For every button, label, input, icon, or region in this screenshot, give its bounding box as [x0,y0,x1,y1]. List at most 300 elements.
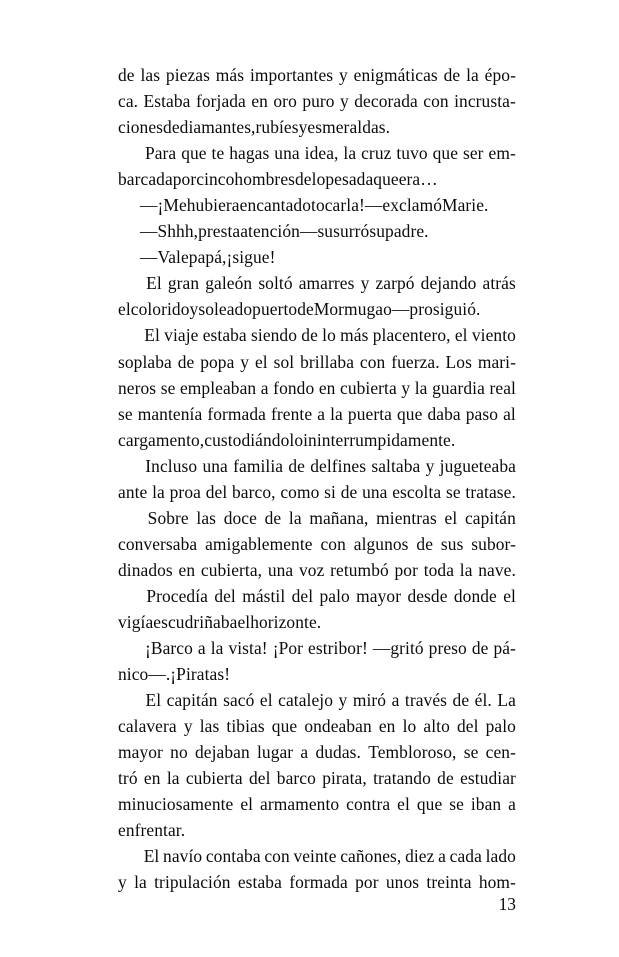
paragraph-indent [118,843,140,869]
text-line [118,296,516,322]
word: tripulación [154,872,231,893]
word: incrusta- [454,91,516,112]
text-line [118,453,516,479]
text-line [118,479,516,505]
word: mantenía [137,403,203,424]
word: El [145,690,162,711]
word: el [397,794,410,815]
word: cada [449,846,482,867]
word: retumbó [330,559,389,580]
text-line [118,739,516,765]
word: la [414,377,428,398]
word: —gritó [372,638,424,659]
word: treinta [426,872,472,893]
paragraph-indent [118,322,140,348]
text-line [118,192,516,218]
word: capitán [464,507,516,528]
word: y [298,117,308,138]
word: el [118,299,131,320]
word: de [452,690,470,711]
word: con [320,533,346,554]
word: en [178,559,196,580]
word: real [489,377,516,398]
word: guardia [432,377,485,398]
word: una [274,143,300,164]
word: tratase. [465,481,516,502]
word: escolta [392,481,442,502]
word: hombres [234,169,296,190]
word: y [240,351,250,372]
word: a [438,846,446,867]
word: atrás [482,273,516,294]
word: de [295,169,312,190]
word: Incluso [145,455,198,476]
word: conversaba [118,533,198,554]
word: por [355,872,379,893]
word: de [288,455,305,476]
word: a [508,794,516,815]
word: una [267,559,294,580]
word: a [197,638,206,659]
word: Sobre [147,507,189,528]
paragraph-indent [118,244,140,270]
word: vigía [118,611,154,632]
word: desde [407,585,448,606]
word: cañones, [340,846,402,867]
word: y [360,273,370,294]
word: tró [118,768,138,789]
word: Tembloroso, [368,742,457,763]
word: y [340,91,349,112]
word: nico—. [118,664,171,685]
text-line [118,843,516,869]
word: Para [144,143,177,164]
word: diamantes, [179,117,256,138]
word: a [317,403,326,424]
text-line [118,244,516,270]
word: en [143,768,161,789]
text-line [118,635,516,661]
word: hagas [229,143,270,164]
word: viento [471,325,516,346]
word: él. [474,690,492,711]
text-line [118,88,516,114]
word: Procedía [146,585,208,606]
word: de [297,299,314,320]
word: del [205,481,228,502]
word: sol [273,351,295,372]
word: de [437,768,454,789]
word: de [416,533,434,554]
word: y [189,299,199,320]
word: a [260,377,269,398]
word: que [373,169,399,190]
word: papá, [188,247,227,268]
word: pesada [325,169,374,190]
text-line [118,270,516,296]
word: doce [223,507,257,528]
word: soleado [198,299,253,320]
word: dejaban [194,742,250,763]
word: esmeraldas. [307,117,391,138]
paragraph-indent [118,192,140,218]
text-line [118,791,516,817]
word: ante [118,481,148,502]
word: ¡Piratas! [170,664,231,685]
word: través [404,690,448,711]
word: como [280,481,320,502]
word: el [444,507,458,528]
word: miró [352,690,387,711]
word: al [503,403,516,424]
word: lo [402,716,417,737]
text-line [118,427,516,453]
text-line [118,401,516,427]
word: nave. [478,559,516,580]
word: delfines [310,455,367,476]
word: palo [485,716,516,737]
word: de [471,638,489,659]
word: idea, [304,143,339,164]
paragraph-indent [118,583,140,609]
word: en [378,716,396,737]
word: em- [488,143,516,164]
word: iban [470,794,502,815]
word: —exclamó [364,195,443,216]
word: la [134,872,147,893]
word: que [181,143,207,164]
word: que [432,143,459,164]
word: subor- [471,533,516,554]
word: el [237,611,251,632]
word: enfrentar. [118,820,186,841]
word: colorido [130,299,190,320]
word: con [264,846,290,867]
text-line [118,114,516,140]
word: estribor! [308,638,368,659]
word: la [459,559,473,580]
word: paso [465,403,499,424]
word: saltaba [371,455,421,476]
word: y [401,377,411,398]
word: de [340,481,358,502]
word: se [160,377,176,398]
paragraph-indent [118,505,140,531]
word: con [359,351,386,372]
word: gran [167,273,200,294]
word: Los [445,351,472,372]
word: alto [423,716,450,737]
word: mientras [376,507,437,528]
word: cargamento, [118,429,205,450]
word: —susurró [299,221,370,242]
word: Estaba [143,91,191,112]
word: —Shhh, [140,221,199,242]
word: —prosiguió. [391,299,481,320]
word: capitán [166,690,218,711]
word: la [330,403,343,424]
word: navío [163,846,203,867]
word: contra [346,794,391,815]
word: más [340,325,369,346]
word: presta [198,221,241,242]
word: las [196,507,217,528]
word: hubiera [186,195,240,216]
word: atención [240,221,300,242]
word: se [463,742,479,763]
word: oro [273,91,297,112]
word: que [416,794,443,815]
word: que [397,403,423,424]
word: con [423,91,449,112]
word: decorada [354,91,418,112]
word: era… [398,169,438,190]
word: cubierta [340,377,397,398]
word: lo [322,325,336,346]
text-line [118,140,516,166]
text-line [118,869,516,895]
text-line [118,349,516,375]
word: custodiándolo [204,429,304,450]
word: que [271,716,298,737]
word: tocarla! [311,195,365,216]
word: ser [463,143,484,164]
word: toda [423,559,455,580]
word: de [177,351,195,372]
page-body-text [118,62,516,896]
text-line [118,687,516,713]
word: una [362,481,388,502]
word: algunos [353,533,409,554]
word: siendo [251,325,298,346]
word: una [202,455,228,476]
word: jugueteaba [439,455,516,476]
text-line [118,713,516,739]
word: cubierta, [200,559,263,580]
word: de [118,65,135,85]
text-line [118,375,516,401]
word: minuciosamente [118,794,234,815]
word: y [118,872,127,893]
word: amigablemente [205,533,313,554]
word: calavera [118,716,177,737]
page-number: 13 [498,894,516,914]
word: preso [428,638,467,659]
word: importantes [249,65,334,85]
word: la [210,638,224,659]
word: formada [207,403,266,424]
word: mañana, [309,507,369,528]
word: la [166,768,180,789]
word: ininterrumpidamente. [303,429,456,450]
paragraph-indent [118,270,140,296]
word: donde [453,585,497,606]
word: fondo [273,377,315,398]
word: se [449,794,464,815]
word: proa [169,481,201,502]
word: tratando [373,768,431,789]
text-line [118,765,516,791]
word: La [497,690,516,711]
word: sus [440,533,464,554]
word: encantado [239,195,312,216]
word: enigmáticas [353,65,438,85]
word: en [318,377,336,398]
word: de [264,507,282,528]
word: mayor [356,585,402,606]
word: barco [276,768,316,789]
word: pirata, [322,768,367,789]
word: estaba [202,325,247,346]
word: ¡Barco [144,638,193,659]
word: El [143,846,160,867]
text-line [118,817,516,843]
word: mayor [118,742,163,763]
word: mari- [477,351,516,372]
word: placentero, [372,325,451,346]
word: rubíes [255,117,299,138]
word: si [324,481,336,502]
word: del [291,585,314,606]
word: lo [311,169,326,190]
text-line [118,218,516,244]
word: ¡Por [272,638,304,659]
word: la [288,507,302,528]
word: el [240,794,254,815]
word: vista! [228,638,268,659]
word: y [425,455,435,476]
word: amarres [298,273,355,294]
word: barcada [118,169,173,190]
word: Mormugao [313,299,392,320]
word: soltó [258,273,293,294]
word: fuerza. [391,351,440,372]
word: de [163,117,180,138]
word: tibias [226,716,265,737]
word: zarpó [375,273,415,294]
word: a [300,742,309,763]
word: la [152,481,165,502]
word: frente [271,403,313,424]
word: lugar [256,742,294,763]
word: El [144,325,160,346]
word: diez [405,846,435,867]
word: familia [233,455,284,476]
word: la [466,65,479,85]
word: estaba [237,872,282,893]
word: puerta [347,403,392,424]
word: sacó [223,690,255,711]
word: horizonte. [250,611,322,632]
word: más [215,65,245,85]
word: por [172,169,197,190]
word: contaba [205,846,261,867]
word: de [443,65,461,85]
word: dudas. [315,742,361,763]
word: padre. [385,221,429,242]
word: unos [385,872,420,893]
word: puro [302,91,335,112]
word: El [146,273,162,294]
word: viaje [164,325,199,346]
word: escudriñaba [153,611,238,632]
text-line [118,583,516,609]
word: hom- [478,872,516,893]
text-line [118,609,516,635]
paragraph-indent [118,635,140,661]
word: cinco [196,169,235,190]
word: y [339,65,348,85]
word: galeón [205,273,253,294]
word: el [254,351,268,372]
word: ondeaban [304,716,372,737]
text-line [118,322,516,348]
word: cubierta [185,768,243,789]
word: ca. [118,91,139,112]
word: veinte [293,846,337,867]
word: estudiar [460,768,516,789]
word: cruz [361,143,392,164]
word: la [343,143,357,164]
word: catalejo [278,690,334,711]
word: brillaba [300,351,355,372]
word: voz [298,559,325,580]
text-line [118,62,516,88]
word: te [211,143,225,164]
word: del [214,585,236,606]
word: empleaban [179,377,257,398]
word: ciones [118,117,164,138]
word: en [251,91,268,112]
word: a [391,690,400,711]
text-line [118,557,516,583]
word: palo [319,585,350,606]
word: mástil [242,585,286,606]
word: ¡sigue! [226,247,276,268]
word: del [456,716,479,737]
word: piezas [165,65,210,85]
paragraph-indent [118,218,140,244]
word: armamento [260,794,340,815]
paragraph-indent [118,687,140,713]
word: pá- [493,638,516,659]
word: neros [118,377,157,398]
text-line [118,661,516,687]
word: de [301,325,318,346]
word: las [140,65,161,85]
word: lado [485,846,516,867]
word: popa [200,351,235,372]
word: barco, [232,481,276,502]
word: y [338,690,348,711]
word: soplaba [118,351,172,372]
word: por [394,559,418,580]
word: formada [289,872,348,893]
word: y [183,716,193,737]
word: daba [427,403,461,424]
word: el [503,585,516,606]
word: épo- [484,65,516,85]
word: cen- [485,742,516,763]
text-line [118,166,516,192]
text-line [118,505,516,531]
word: dejando [420,273,477,294]
word: se [118,403,133,424]
word: el [454,325,468,346]
word: dinados [118,559,173,580]
word: puerto [252,299,298,320]
word: las [199,716,220,737]
